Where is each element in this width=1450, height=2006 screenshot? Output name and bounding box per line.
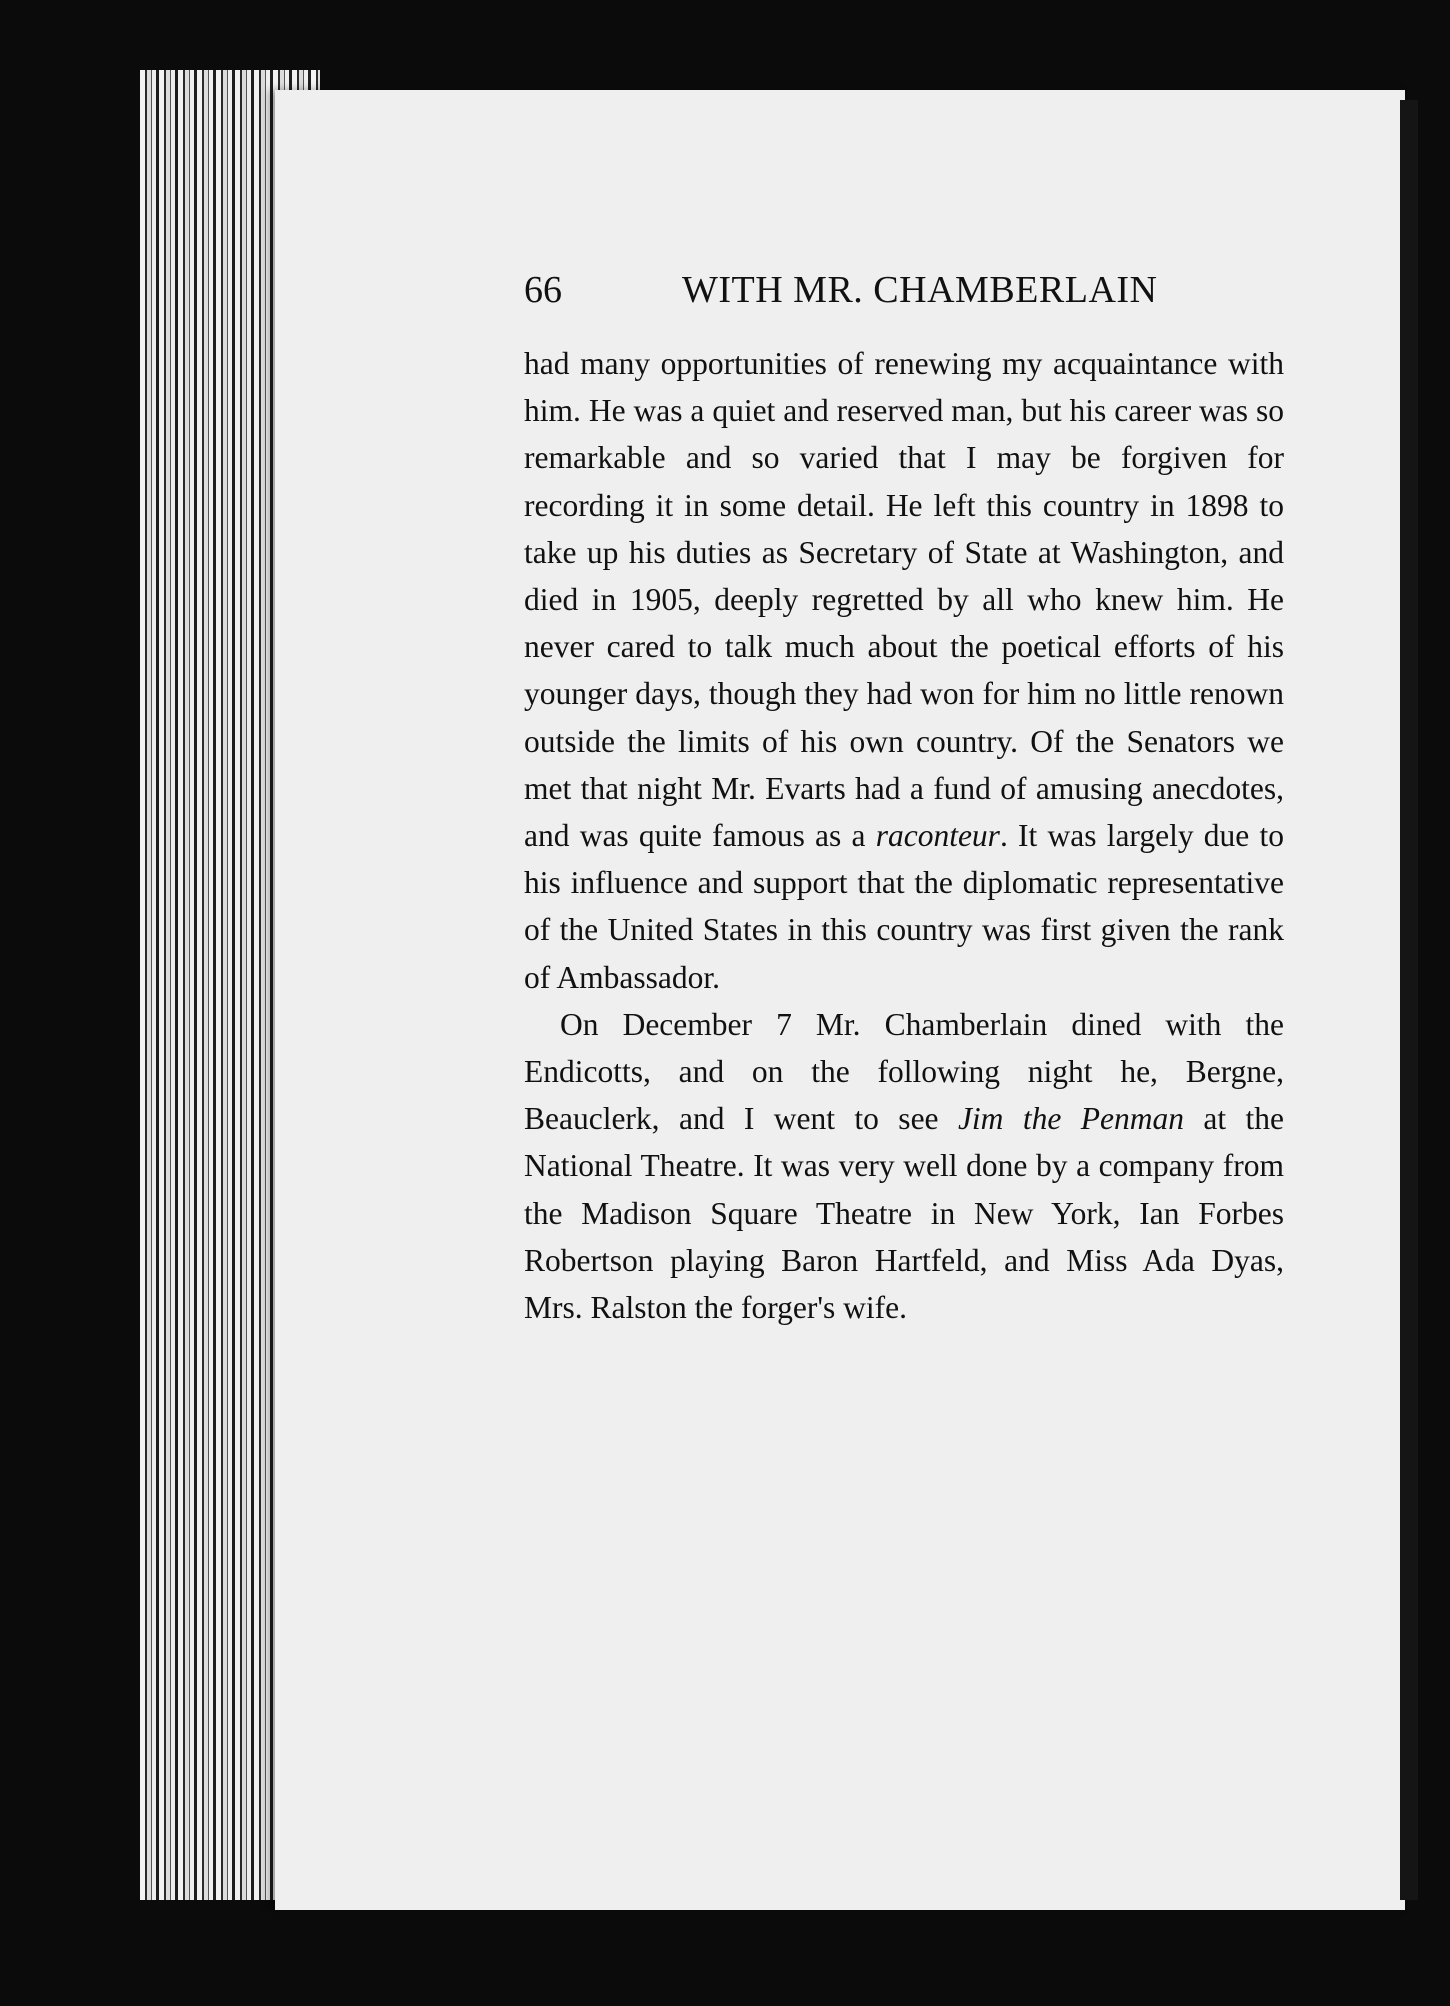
paragraph-2 (524, 1001, 1284, 1331)
page-number: 66 (524, 269, 562, 311)
book-cover-edge (1400, 100, 1418, 1900)
italic-term-raconteur: raconteur (875, 818, 1000, 854)
running-title: WITH MR. CHAMBERLAIN (682, 269, 1158, 311)
paragraph-1 (524, 340, 1284, 1001)
paragraph-2-text-a: On December 7 Mr. Chamberlain dined with the Endicotts, and on the following night he, Bergne, Beauclerk, and I went to see (524, 1006, 1284, 1137)
paragraph-1-text-b: . It was largely due to his influence and support that the diplomatic representative of the United States in this country was first given the rank of Ambassador. (524, 818, 1284, 995)
paragraph-2-text-b: at the National Theatre. It was very well done by a company from the Madison Square Theatre in New York, Ian Forbes Robertson playing Baron Hartfeld, and Miss Ada Dyas, Mrs. Ralston the forger's wife. (524, 1101, 1285, 1326)
italic-title-jim-the-penman: Jim the Penman (957, 1101, 1184, 1137)
body-text (524, 340, 1284, 1331)
paragraph-1-text-a: had many opportunities of renewing my acquaintance with him. He was a quiet and reserved man, but his career was so remarkable and so varied that I may be forgiven for recording it in some detail. He left this country in 1898 to take up his duties as Secretary of State at Washington, and died in 1905, deeply regretted by all who knew him. He never cared to talk much about the poetical efforts of his younger days, though they had won for him no little renown outside the limits of his own country. Of the Senators we met that night Mr. Evarts had a fund of amusing anecdotes, and was quite famous as a (524, 346, 1284, 854)
